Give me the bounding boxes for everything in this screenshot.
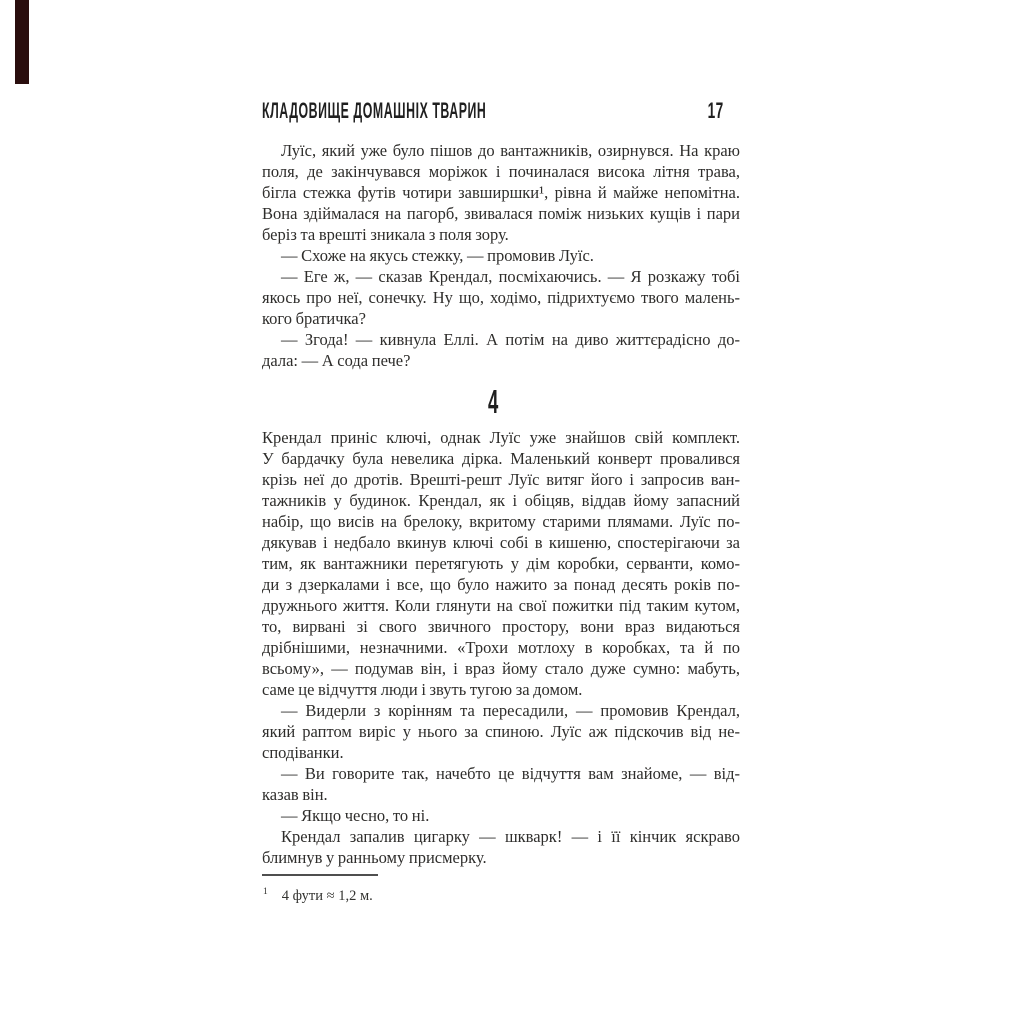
footnote-rule [262,874,378,876]
text-line: набір, що висів на брелоку, вкритому старими плямами. Луїс по- [262,512,740,531]
text-line: Вона здіймалася на пагорб, звивалася поміж низьких кущів і пари [262,204,740,223]
running-title: КЛАДОВИЩЕ ДОМАШНІХ ТВАРИН [262,98,487,123]
text-block [262,140,740,868]
text-line: казав він. [262,785,328,804]
paragraph [262,140,740,245]
text-line: — Видерли з корінням та пересадили, — промовив Крендал, [281,701,740,720]
text-line: всьому», — подумав він, і враз йому стало дуже сумно: мабуть, [262,659,740,678]
text-line: дрібнішими, незначними. «Трохи мотлоху в коробках, та й по [262,638,740,657]
text-line: — Якщо чесно, то ні. [281,806,430,825]
text-line: беріз та врешті зникала з поля зору. [262,225,509,244]
paragraph [262,805,740,826]
text-line: тим, як вантажники перетягують у дім коробки, серванти, комо- [262,554,740,573]
text-line: бігла стежка футів чотири завширшки¹, рівна й майже непомітна. [262,183,740,202]
text-line: Крендал приніс ключі, однак Луїс уже знайшов свій комплект. [262,428,740,447]
text-line: — Ви говорите так, начебто це відчуття вам знайоме, — від- [281,764,740,783]
text-line: ди з дзеркалами і все, що було нажито за понад десять років по- [262,575,740,594]
text-line: якось про неї, сонечку. Ну що, ходімо, підрихтуємо твого малень- [262,288,740,307]
paragraph [262,826,740,868]
text-line: — Згода! — кивнула Еллі. А потім на диво життєрадісно до- [281,330,740,349]
text-line: Луїс, який уже було пішов до вантажників, озирнувся. На краю [281,141,740,160]
text-line: Крендал запалив цигарку — шкварк! — і її кінчик яскраво [281,827,740,846]
text-line: — Еге ж, — сказав Крендал, посміхаючись. — Я розкажу тобі [281,267,740,286]
chapter-tab-marker [15,0,29,84]
paragraph-group-before [262,140,740,371]
text-line: дружнього життя. Коли глянути на свої пожитки під таким кутом, [262,596,740,615]
text-line: саме це відчуття люди і звуть тугою за домом. [262,680,583,699]
chapter-number: 4 [487,383,499,420]
text-line: — Схоже на якусь стежку, — промовив Луїс. [281,246,594,265]
text-line: блимнув у ранньому присмерку. [262,848,487,867]
paragraph [262,245,740,266]
footnote-marker: 1 [263,887,268,897]
paragraph [262,266,740,329]
footnote [262,866,740,905]
text-line: кого братичка? [262,309,366,328]
footnote-text: 4 фути ≈ 1,2 м. [281,888,373,904]
footnote-line [262,883,740,905]
text-line: У бардачку була невелика дірка. Маленький конверт провалився [262,449,740,468]
paragraph [262,427,740,700]
text-line: поля, де закінчувався моріжок і починалася висока літня трава, [262,162,740,181]
chapter-heading [262,383,740,420]
paragraph [262,700,740,763]
paragraph [262,763,740,805]
text-line: крізь неї до дротів. Врешті-решт Луїс витяг його і запросив ван- [262,470,740,489]
paragraph-group-after [262,427,740,868]
paragraph [262,329,740,371]
text-line: тажників у будинок. Крендал, як і обіцяв, віддав йому запасний [262,491,740,510]
page-number: 17 [707,98,723,123]
text-line: дякував і недбало вкинув ключі собі в кишеню, спостерігаючи за [262,533,740,552]
text-line: який раптом виріс у нього за спиною. Луїс аж підскочив від не- [262,722,740,741]
text-line: сподіванки. [262,743,344,762]
text-line: то, вирвані зі свого звичного простору, вони враз видаються [262,617,740,636]
text-line: дала: — А сода пече? [262,351,411,370]
